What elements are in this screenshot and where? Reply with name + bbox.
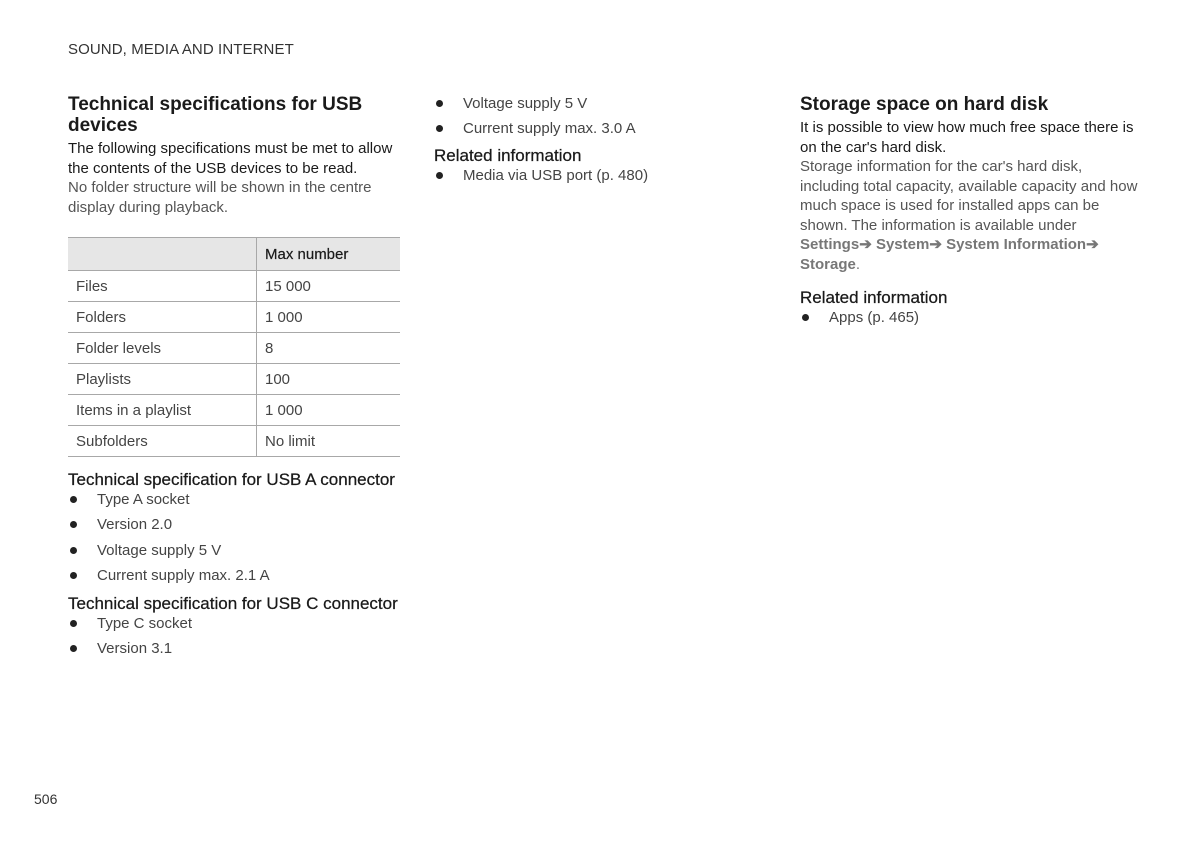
list-item: Current supply max. 3.0 A <box>434 119 734 138</box>
usb-a-heading: Technical specification for USB A connector <box>68 470 395 489</box>
list-item: Voltage supply 5 V <box>434 94 734 113</box>
usb-limits-table <box>68 237 400 457</box>
path-step-storage: Storage <box>800 255 856 273</box>
related-info-list <box>434 166 734 185</box>
usb-devices-intro: The following specifications must be met to allow the contents of the USB devices to be read. <box>68 140 393 177</box>
bullet-icon <box>802 314 809 321</box>
list-item: Voltage supply 5 V <box>68 541 400 560</box>
table-cell: 15 000 <box>257 271 401 302</box>
bullet-icon <box>436 172 443 179</box>
arrow-right-icon: ➔ <box>1086 236 1099 253</box>
arrow-right-icon: ➔ <box>929 236 942 253</box>
table-row <box>68 302 400 333</box>
column-usb-continued <box>434 94 734 191</box>
table-cell: Files <box>68 271 257 302</box>
path-step-settings: Settings <box>800 236 860 253</box>
bullet-icon <box>70 572 77 579</box>
column-usb-devices <box>68 94 400 664</box>
list-item: Version 2.0 <box>68 515 400 534</box>
table-header-cell: Max number <box>257 238 401 271</box>
table-cell: Folder levels <box>68 333 257 364</box>
related-link-apps[interactable]: Apps (p. 465) <box>800 308 1140 327</box>
usb-a-list <box>68 490 400 585</box>
usb-c-list <box>68 614 400 658</box>
table-cell: 1 000 <box>257 302 401 333</box>
bullet-icon <box>70 496 77 503</box>
bullet-icon <box>70 547 77 554</box>
path-end: . <box>855 255 861 273</box>
arrow-right-icon: ➔ <box>859 236 872 253</box>
usb-c-list-continued <box>434 94 734 138</box>
usb-devices-note: No folder structure will be shown in the centre display during playback. <box>68 179 372 216</box>
table-row <box>68 426 400 457</box>
bullet-icon <box>70 645 77 652</box>
related-info-heading: Related information <box>434 145 582 165</box>
path-step-system: System <box>875 236 930 253</box>
table-cell: 1 000 <box>257 395 401 426</box>
bullet-icon <box>70 620 77 627</box>
table-cell: Subfolders <box>68 426 257 457</box>
table-header-row <box>68 238 400 271</box>
section-header: SOUND, MEDIA AND INTERNET <box>68 41 294 58</box>
table-row <box>68 333 400 364</box>
related-info-heading: Related information <box>800 288 948 307</box>
list-item: Version 3.1 <box>68 639 400 658</box>
table-header-cell <box>68 238 257 271</box>
bullet-icon <box>436 100 443 107</box>
page-number: 506 <box>34 791 58 807</box>
table-cell: Items in a playlist <box>68 395 257 426</box>
bullet-icon <box>436 125 443 132</box>
path-step-system-information: System Information <box>946 236 1087 253</box>
storage-note: Storage information for the car's hard disk, including total capacity, available capacity and how much space is used for installed apps can be shown. The information is available under <box>800 158 1138 234</box>
list-item: Type C socket <box>68 614 400 633</box>
table-cell: 8 <box>257 333 401 364</box>
storage-heading: Storage space on hard disk <box>800 94 1049 115</box>
table-cell: No limit <box>257 426 401 457</box>
list-item: Type A socket <box>68 490 400 509</box>
table-cell: Folders <box>68 302 257 333</box>
list-item: Current supply max. 2.1 A <box>68 566 400 585</box>
table-cell: 100 <box>257 364 401 395</box>
related-link-media-usb[interactable]: Media via USB port (p. 480) <box>434 166 734 185</box>
settings-path <box>800 235 1140 274</box>
table-cell: Playlists <box>68 364 257 395</box>
bullet-icon <box>70 521 77 528</box>
column-storage <box>800 94 1140 333</box>
table-row <box>68 364 400 395</box>
usb-devices-heading: Technical specifications for USB devices <box>68 94 363 136</box>
table-row <box>68 271 400 302</box>
table-row <box>68 395 400 426</box>
related-info-list <box>800 308 1140 327</box>
storage-intro: It is possible to view how much free space there is on the car's hard disk. <box>800 119 1134 156</box>
usb-c-heading: Technical specification for USB C connector <box>68 593 398 613</box>
